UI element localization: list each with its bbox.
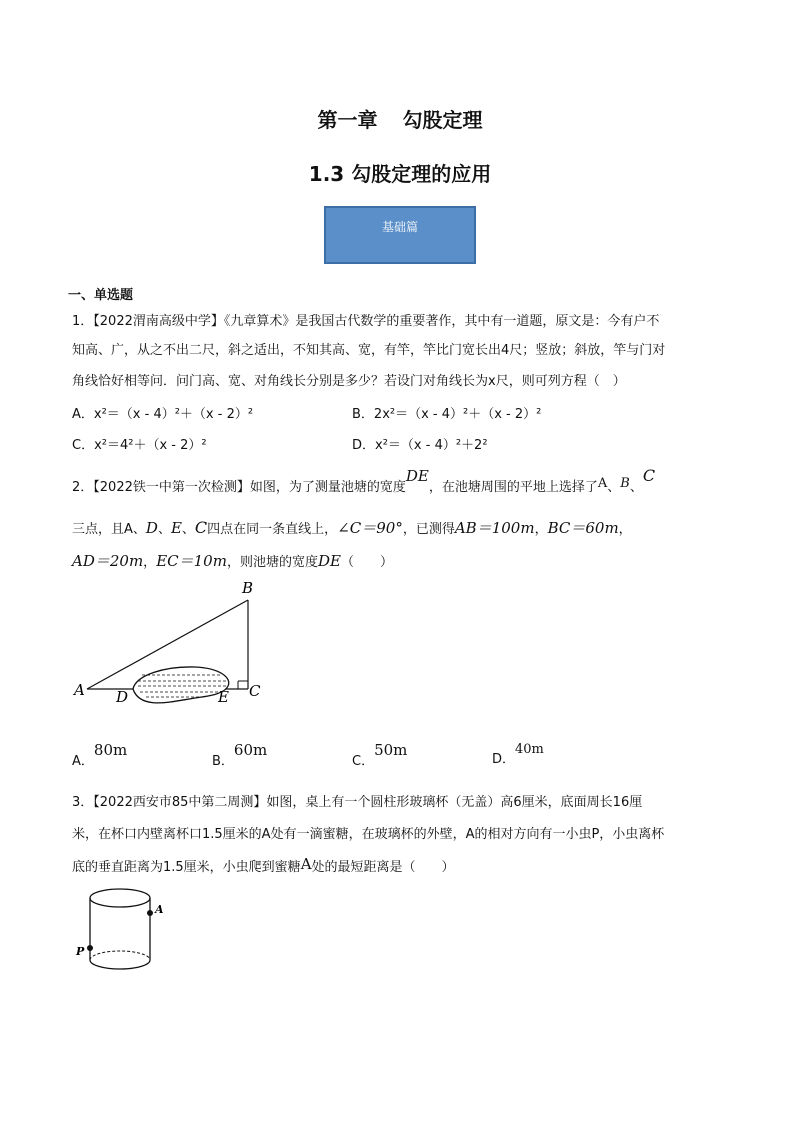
section-subtitle: 1.3 勾股定理的应用	[308, 162, 492, 186]
q2-sep: 、	[157, 522, 171, 537]
q2-ad-value: AD＝20m	[72, 552, 144, 570]
q2-option-c-value: 50m	[374, 741, 408, 759]
label-e: E	[218, 688, 229, 706]
q2-sep: 、	[181, 522, 195, 537]
q2-sep: 、	[607, 480, 621, 495]
label-p: P	[76, 945, 85, 958]
q2-option-b-value: 60m	[233, 741, 268, 759]
q2-option-a-label: A．	[72, 754, 94, 769]
q2-point-c: C	[194, 518, 208, 537]
glass-cylinder-figure	[70, 880, 180, 980]
q2-option-d-label: D．	[492, 752, 516, 767]
section-heading: 一、单选题	[68, 288, 134, 303]
q2-option-b-label: B．	[212, 754, 234, 769]
q2-text: ，在池塘周围的平地上选择了	[428, 480, 598, 495]
q2-sep: 、	[629, 480, 643, 495]
q2-option-c-label: C．	[352, 754, 375, 769]
q1-option-d: D．x²＝（x - 4）²＋2²	[352, 438, 488, 453]
label-d: D	[116, 688, 129, 706]
cylinder-top-rim	[90, 889, 150, 907]
q2-text: ，	[618, 522, 632, 537]
chapter-title: 第一章 勾股定理	[317, 108, 483, 132]
q1-line-1: 1．【2022渭南高级中学】《九章算术》是我国古代数学的重要著作，其中有一道题，原文是：今有户不	[72, 314, 660, 329]
q2-de-symbol: DE	[317, 552, 341, 570]
q2-point-c: C	[642, 466, 656, 485]
q2-angle-c: ∠C＝90°	[337, 519, 403, 537]
q3-line-3	[72, 855, 455, 876]
label-a: A	[155, 903, 164, 916]
cylinder-bottom-front	[90, 960, 150, 969]
label-b: B	[242, 579, 254, 597]
pond-outline	[133, 667, 229, 703]
pond-triangle-figure	[70, 578, 270, 713]
q2-line-2	[72, 520, 632, 538]
q2-option-a	[72, 741, 128, 769]
q2-point-e: E	[170, 519, 182, 537]
q2-line-1	[72, 466, 656, 496]
q2-text: （ ）	[340, 555, 393, 570]
q2-ec-value: EC＝10m	[156, 552, 227, 570]
q3-text: 处的最短距离是（ ）	[311, 860, 455, 875]
q2-point-b: B	[620, 476, 630, 491]
q3-text: 底的垂直距离为1.5厘米，小虫爬到蜜糖	[72, 860, 301, 875]
q1-option-c: C．x²＝4²＋（x - 2）²	[72, 438, 207, 453]
q2-text: ，	[534, 522, 548, 537]
q1-line-3: 角线恰好相等问．问门高、宽、对角线长分别是多少？若设门对角线长为x尺，则可列方程（ ）	[72, 374, 626, 389]
q2-de-symbol: DE	[405, 467, 429, 485]
q2-option-d	[492, 742, 544, 767]
q3-line-1: 3．【2022西安市85中第二周测】如图，桌上有一个圆柱形玻璃杯（无盖）高6厘米，底面周长16厘	[72, 795, 643, 810]
q1-option-b: B．2x²＝（x - 4）²＋（x - 2）²	[352, 407, 542, 422]
level-badge: 基础篇	[324, 206, 476, 264]
q2-point-a: A	[597, 476, 608, 491]
q1-option-a: A．x²＝（x - 4）²＋（x - 2）²	[72, 407, 254, 422]
q2-text: 四点在同一条直线上，	[207, 522, 338, 537]
honey-point-a	[147, 910, 153, 916]
q3-line-2: 米，在杯口内壁离杯口1.5厘米的A处有一滴蜜糖，在玻璃杯的外壁，A的相对方向有一小虫P，小虫离杯	[72, 827, 665, 842]
q3-point-a: A	[300, 855, 312, 873]
q2-option-d-value: 40m	[515, 742, 544, 757]
q2-text: 三点，且A、	[72, 522, 146, 537]
q2-text: 2．【2022铁一中第一次检测】如图，为了测量池塘的宽度	[72, 480, 406, 495]
bug-point-p	[87, 945, 93, 951]
q2-text: ，	[143, 555, 157, 570]
label-a: A	[74, 681, 85, 699]
q1-line-2: 知高、广，从之不出二尺，斜之适出，不知其高、宽，有竿，竿比门宽长出4尺；竖放；斜放，竿与门对	[72, 343, 666, 358]
q2-text: ，已测得	[402, 522, 455, 537]
q2-option-c	[352, 741, 408, 769]
q2-line-3	[72, 553, 393, 571]
right-angle-mark	[238, 681, 248, 689]
cylinder-bottom-back	[90, 951, 150, 960]
label-c: C	[249, 682, 261, 700]
q2-bc-value: BC＝60m	[547, 519, 619, 537]
q2-option-a-value: 80m	[93, 741, 128, 759]
q2-text: ，则池塘的宽度	[226, 555, 318, 570]
q2-option-b	[212, 741, 268, 769]
q2-point-d: D	[145, 519, 158, 537]
q2-ab-value: AB＝100m	[454, 519, 535, 537]
